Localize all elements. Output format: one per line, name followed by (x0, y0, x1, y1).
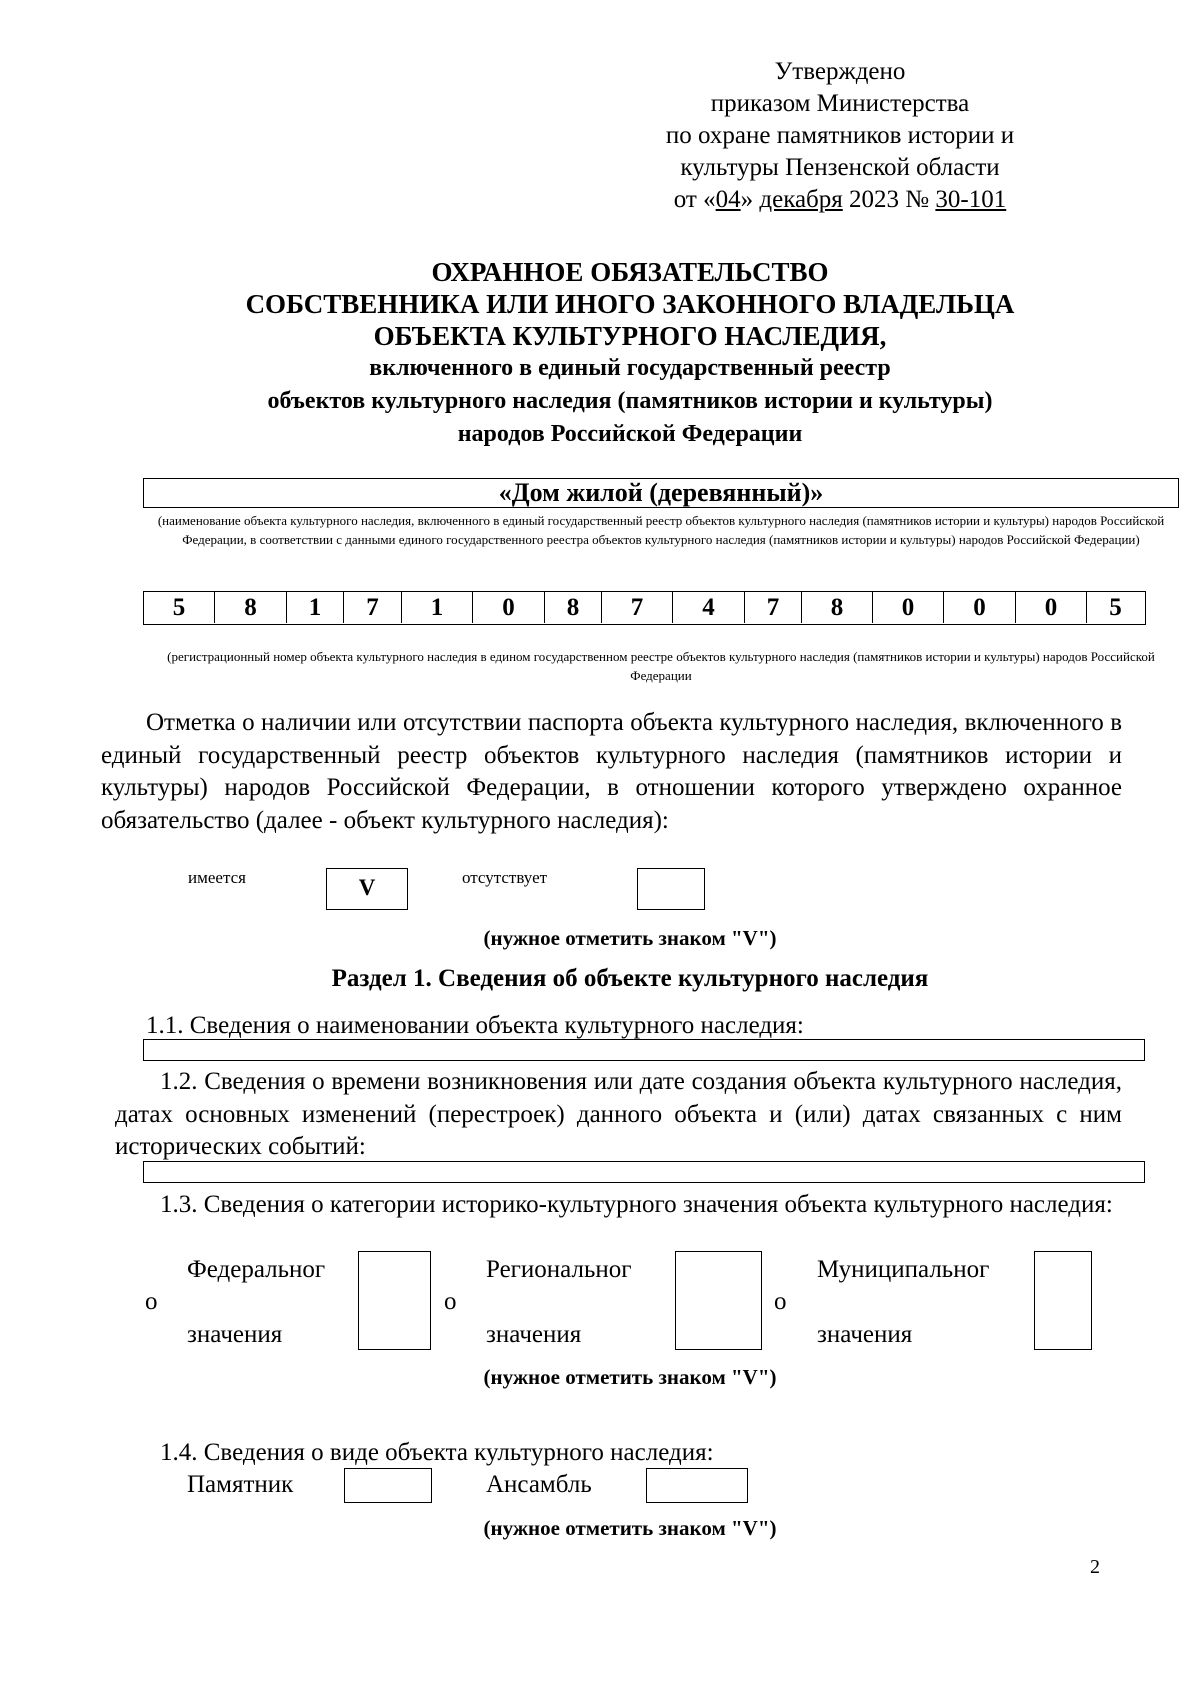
approval-line-1: Утверждено (774, 58, 906, 85)
registration-digit-cell: 8 (215, 592, 287, 623)
date-mid: » (740, 186, 760, 213)
type-monument-checkbox[interactable] (344, 1468, 432, 1503)
title-line-5: объектов культурного наследия (памятников истории и культуры) (267, 388, 993, 414)
approval-line-2: приказом Министерства (710, 90, 970, 117)
category-municipal-o: о (774, 1288, 787, 1315)
category-municipal-checkbox[interactable] (1034, 1251, 1092, 1350)
title-line-2: СОБСТВЕННИКА ИЛИ ИНОГО ЗАКОННОГО ВЛАДЕЛЬЦА (245, 289, 1015, 319)
registration-digit-cell: 1 (287, 592, 344, 623)
object-name-field[interactable]: «Дом жилой (деревянный)» (143, 478, 1179, 508)
date-day: 04 (715, 186, 741, 213)
date-prefix: от « (673, 186, 716, 213)
item-1-1-field[interactable] (143, 1039, 1145, 1061)
order-number: 30-101 (935, 186, 1007, 213)
registration-digit-cell: 1 (402, 592, 473, 623)
category-federal-o: о (145, 1288, 158, 1315)
registration-digit-cell: 7 (745, 592, 802, 623)
category-regional-line2: значения (486, 1321, 582, 1348)
document-title (130, 256, 1130, 451)
section-1-heading: Раздел 1. Сведения об объекте культурного наследия (331, 965, 929, 992)
registration-digit-cell: 7 (344, 592, 402, 623)
page-number: 2 (1090, 1556, 1100, 1578)
item-1-2-label: 1.2. Сведения о времени возникновения или дате создания объекта культурного наследия, датах основных изменений (перестроек) данного объекта и (или) датах связанных с ним исторических событий: (115, 1068, 1122, 1160)
title-line-4: включенного в единый государственный реестр (369, 355, 891, 381)
registration-number-grid (143, 591, 1146, 625)
category-regional-o: о (444, 1288, 457, 1315)
approval-line-3: по охране памятников истории и (665, 122, 1015, 149)
category-municipal-line2: значения (817, 1321, 913, 1348)
passport-paragraph: Отметка о наличии или отсутствии паспорта объекта культурного наследия, включенного в единый государственный реестр объектов культурного наследия (памятников истории и культуры) народов Российской Федерации, в отношении которого утверждено охранное обязательство (далее - объект культурного наследия): (101, 709, 1122, 834)
registration-digit-cell: 0 (473, 592, 545, 623)
registration-digit-cell: 0 (944, 592, 1016, 623)
approval-line-4: культуры Пензенской области (680, 154, 1000, 181)
date-year: 2023 № (842, 186, 936, 213)
registration-digit-cell: 4 (673, 592, 745, 623)
passport-has-label: имеется (188, 868, 246, 887)
passport-note: (нужное отметить знаком "V") (483, 926, 777, 950)
registration-caption: (регистрационный номер объекта культурного наследия в едином государственном реестре объектов культурного наследия (памятников истории и культуры) народов Российской Федерации (167, 649, 1155, 683)
item-1-1-label: 1.1. Сведения о наименовании объекта культурного наследия: (146, 1012, 804, 1039)
registration-digit-cell: 0 (1016, 592, 1087, 623)
type-ensemble-checkbox[interactable] (646, 1468, 748, 1503)
category-regional-line1: Региональног (486, 1256, 632, 1283)
category-regional-checkbox[interactable] (675, 1251, 762, 1350)
type-ensemble-label: Ансамбль (486, 1471, 592, 1498)
category-municipal-line1: Муниципальног (817, 1256, 990, 1283)
category-federal-line1: Федеральног (187, 1256, 326, 1283)
item-1-4-label: 1.4. Сведения о виде объекта культурного наследия: (160, 1439, 714, 1466)
type-monument-label: Памятник (187, 1471, 294, 1498)
registration-digit-cell: 0 (873, 592, 944, 623)
category-federal-checkbox[interactable] (358, 1251, 431, 1350)
passport-absent-label: отсутствует (462, 868, 548, 887)
registration-digit-cell: 8 (802, 592, 873, 623)
passport-has-checkbox[interactable]: V (326, 868, 408, 910)
item-1-4-note: (нужное отметить знаком "V") (483, 1516, 777, 1540)
item-1-3-note: (нужное отметить знаком "V") (483, 1365, 777, 1389)
title-line-1: ОХРАННОЕ ОБЯЗАТЕЛЬСТВО (431, 257, 829, 287)
object-name-caption: (наименование объекта культурного наследия, включенного в единый государственный реестр объектов культурного наследия (памятников истории и культуры) народов Российской Федерации, в соответствии с данными единого государственного реестра объектов культурного наследия (памятников истории и культуры) народов Российской Федерации) (157, 513, 1165, 547)
passport-absent-checkbox[interactable] (637, 868, 705, 910)
registration-digit-cell: 5 (144, 592, 215, 623)
approval-date-line (620, 184, 1060, 216)
item-1-2-field[interactable] (143, 1161, 1145, 1183)
registration-digit-cell: 8 (545, 592, 602, 623)
registration-digit-cell: 5 (1109, 594, 1122, 621)
category-federal-line2: значения (187, 1321, 283, 1348)
registration-digit-cell: 7 (602, 592, 673, 623)
approval-block (620, 56, 1060, 216)
item-1-3-label: 1.3. Сведения о категории историко-культурного значения объекта культурного наследия: (160, 1191, 1113, 1218)
date-month: декабря (759, 186, 843, 213)
title-line-6: народов Российской Федерации (457, 421, 803, 447)
title-line-3: ОБЪЕКТА КУЛЬТУРНОГО НАСЛЕДИЯ, (373, 321, 887, 351)
